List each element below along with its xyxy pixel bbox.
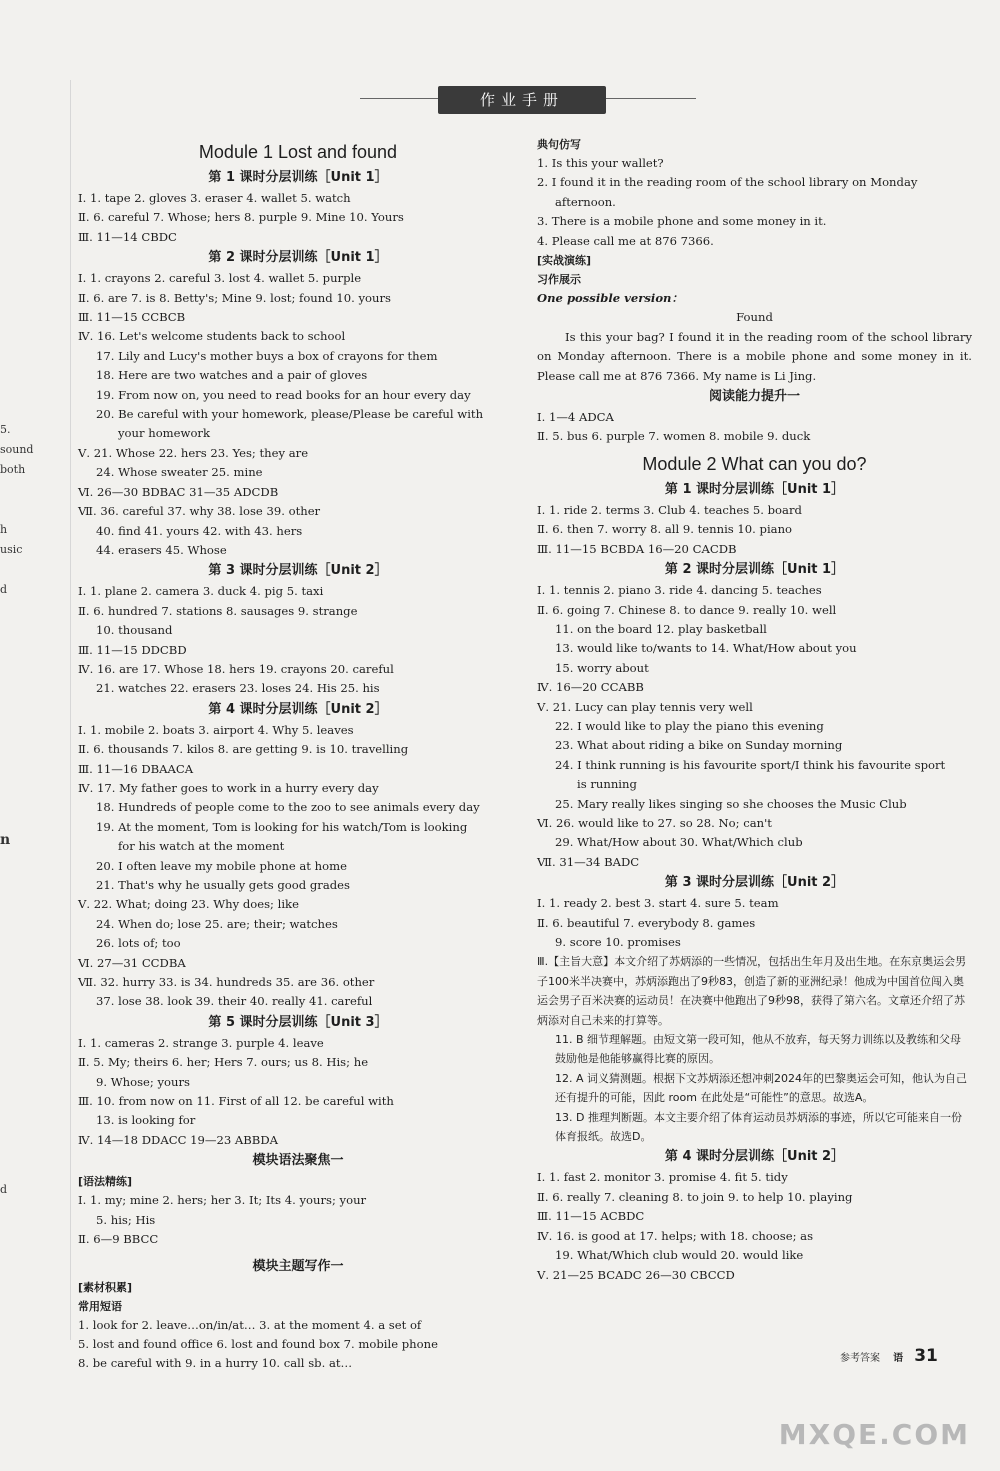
answer-line: Ⅱ. 6. going 7. Chinese 8. to dance 9. really 10. well bbox=[537, 602, 837, 617]
section-heading: 第 1 课时分层训练［Unit 1］ bbox=[208, 170, 388, 185]
answer-line: afternoon. bbox=[555, 194, 616, 209]
answer-line: Ⅱ. 6. really 7. cleaning 8. to join 9. to help 10. playing bbox=[537, 1189, 853, 1204]
answer-line: 4. Please call me at 876 7366. bbox=[537, 233, 714, 248]
answer-line: Ⅳ. 16. are 17. Whose 18. hers 19. crayons 20. careful bbox=[78, 661, 394, 676]
answer-line: Ⅲ. 11—14 CBDC bbox=[78, 229, 177, 244]
answer-line: 17. Lily and Lucy's mother buys a box of crayons for them bbox=[96, 348, 438, 363]
subsection-label: [实战演练] bbox=[537, 254, 592, 268]
edge-text: h bbox=[0, 523, 8, 536]
answer-line: Ⅶ. 31—34 BADC bbox=[537, 854, 640, 869]
section-heading: 第 1 课时分层训练［Unit 1］ bbox=[664, 481, 845, 497]
answer-line: Ⅳ. 14—18 DDACC 19—23 ABBDA bbox=[78, 1132, 278, 1147]
answer-line: 29. What/How about 30. What/Which club bbox=[555, 835, 803, 850]
section-heading: 第 3 课时分层训练［Unit 2］ bbox=[664, 875, 845, 891]
answer-line: Ⅴ. 21—25 BCADC 26—30 CBCCD bbox=[537, 1267, 735, 1282]
explanation-paragraph: Ⅲ.【主旨大意】本文介绍了苏炳添的一些情况，包括出生年月及出生地。在东京奥运会男子100米半决赛中，苏炳添跑出了9秒83，创造了新的亚洲纪录！他成为中国首位闯入奥运会男子百米决赛的运动员！在决赛中他跑出了9秒98，获得了第六名。文章还介绍了苏炳添对自己未来的打算等。 bbox=[537, 955, 967, 1027]
answer-line: for his watch at the moment bbox=[118, 839, 285, 854]
answer-line: 21. That's why he usually gets good grades bbox=[96, 878, 350, 892]
explanation-paragraph: 12. A 词义猜测题。根据下文苏炳添还想冲刺2024年的巴黎奥运会可知，他认为自己还有提升的可能，因此 room 在此处是“可能性”的意思。故选A。 bbox=[555, 1071, 968, 1105]
banner-rule-left bbox=[360, 98, 440, 99]
explanation-paragraph: 11. B 细节理解题。由短文第一段可知，他从不放弃，每天努力训练以及教练和父母鼓励他是他能够赢得比赛的原因。 bbox=[555, 1033, 962, 1066]
answer-line: 5. lost and found office 6. lost and found box 7. mobile phone bbox=[78, 1336, 438, 1351]
answer-line: Ⅴ. 22. What; doing 23. Why does; like bbox=[78, 897, 299, 912]
answer-line: 10. thousand bbox=[96, 623, 173, 638]
edge-text: 5. sound bbox=[0, 423, 34, 456]
answer-line: Ⅶ. 36. careful 37. why 38. lose 39. other bbox=[78, 504, 321, 519]
answer-line: 22. I would like to play the piano this evening bbox=[555, 718, 824, 733]
answer-line: 24. I think running is his favourite sport/I think his favourite sport bbox=[555, 757, 946, 772]
answer-line: Ⅰ. 1. crayons 2. careful 3. lost 4. wallet 5. purple bbox=[78, 271, 362, 286]
section-heading: 第 2 课时分层训练［Unit 1］ bbox=[664, 562, 845, 578]
answer-line: 9. Whose; yours bbox=[96, 1074, 191, 1089]
answer-line: 13. would like to/wants to 14. What/How about you bbox=[555, 641, 857, 656]
answer-line: Ⅰ. 1. plane 2. camera 3. duck 4. pig 5. taxi bbox=[78, 584, 324, 599]
answer-line: 3. There is a mobile phone and some money in it. bbox=[537, 214, 827, 229]
answer-line: 5. his; His bbox=[96, 1212, 156, 1227]
answer-line: 40. find 41. yours 42. with 43. hers bbox=[96, 523, 303, 538]
answer-line: Ⅲ. 11—15 CCBCB bbox=[78, 310, 186, 325]
section-heading: 第 3 课时分层训练［Unit 2］ bbox=[208, 563, 388, 579]
answer-line: 20. Be careful with your homework, please/Please be careful with bbox=[96, 407, 484, 422]
subsection-label: 典句仿写 bbox=[537, 138, 581, 151]
sample-version-label: One possible version： bbox=[537, 291, 684, 306]
module-title: Module 2 What can you do? bbox=[642, 453, 867, 474]
section-heading: 阅读能力提升一 bbox=[708, 389, 800, 405]
answer-line: Ⅰ. 1. fast 2. monitor 3. promise 4. fit 5. tidy bbox=[537, 1170, 788, 1185]
answer-line: 44. erasers 45. Whose bbox=[96, 542, 227, 557]
answer-line: 1. Is this your wallet? bbox=[537, 156, 664, 170]
answer-line: Ⅱ. 6. then 7. worry 8. all 9. tennis 10. piano bbox=[537, 522, 793, 537]
answer-line: Ⅲ. 11—15 ACBDC bbox=[537, 1209, 645, 1224]
answer-line: 19. What/Which club would 20. would like bbox=[555, 1248, 804, 1263]
answer-line: Ⅰ. 1. mobile 2. boats 3. airport 4. Why 5. leaves bbox=[78, 722, 354, 737]
answer-line: 19. At the moment, Tom is looking for his watch/Tom is looking bbox=[96, 819, 468, 834]
answer-line: 18. Hundreds of people come to the zoo to see animals every day bbox=[96, 800, 480, 815]
answer-line: Ⅱ. 6. thousands 7. kilos 8. are getting 9. is 10. travelling bbox=[78, 742, 409, 757]
answer-line: 25. Mary really likes singing so she chooses the Music Club bbox=[555, 796, 907, 811]
section-heading: 第 5 课时分层训练［Unit 3］ bbox=[208, 1014, 388, 1030]
answer-line: your homework bbox=[118, 426, 210, 441]
answer-line: Ⅶ. 32. hurry 33. is 34. hundreds 35. are 36. other bbox=[78, 975, 375, 990]
banner-rule-right bbox=[606, 98, 696, 99]
answer-line: Ⅰ. 1. my; mine 2. hers; her 3. It; Its 4. yours; your bbox=[78, 1193, 367, 1208]
section-heading: 模块语法聚焦一 bbox=[252, 1153, 344, 1169]
answer-line: Ⅰ. 1—4 ADCA bbox=[537, 410, 614, 425]
section-heading: 第 4 课时分层训练［Unit 2］ bbox=[664, 1149, 845, 1165]
answer-line: Ⅱ. 6—9 BBCC bbox=[78, 1232, 159, 1247]
answer-line: Ⅲ. 11—16 DBAACA bbox=[78, 761, 194, 776]
answer-line: Ⅴ. 21. Lucy can play tennis very well bbox=[537, 699, 753, 714]
page-number: 31 bbox=[914, 1346, 938, 1366]
answer-line: 11. on the board 12. play basketball bbox=[555, 621, 767, 636]
cut-edge-fragments bbox=[0, 420, 40, 1200]
subsection-label: 习作展示 bbox=[537, 273, 581, 287]
answer-line: Ⅰ. 1. ready 2. best 3. start 4. sure 5. team bbox=[537, 896, 779, 911]
answer-line: Ⅱ. 6. careful 7. Whose; hers 8. purple 9. Mine 10. Yours bbox=[78, 210, 404, 225]
answer-line: Ⅲ. 10. from now on 11. First of all 12. be careful with bbox=[78, 1094, 394, 1109]
answer-line: is running bbox=[577, 777, 637, 792]
answer-line: Ⅱ. 6. are 7. is 8. Betty's; Mine 9. lost; found 10. yours bbox=[78, 290, 391, 305]
answer-line: 24. Whose sweater 25. mine bbox=[96, 465, 263, 480]
answer-line: Ⅳ. 17. My father goes to work in a hurry every day bbox=[78, 780, 379, 795]
answer-line: 37. lose 38. look 39. their 40. really 41. careful bbox=[96, 994, 373, 1009]
page-footer bbox=[840, 1346, 938, 1366]
subsection-label: [素材积累] bbox=[78, 1280, 133, 1294]
edge-text: d bbox=[0, 583, 8, 596]
answer-line: Ⅳ. 16. Let's welcome students back to school bbox=[78, 329, 346, 344]
essay-title: Found bbox=[736, 310, 773, 325]
answer-line: 13. is looking for bbox=[96, 1113, 196, 1128]
answer-line: Ⅵ. 26. would like to 27. so 28. No; can't bbox=[537, 815, 772, 830]
answer-line: 23. What about riding a bike on Sunday morning bbox=[555, 738, 843, 753]
answer-line: Ⅰ. 1. tennis 2. piano 3. ride 4. dancing 5. teaches bbox=[537, 583, 822, 598]
answer-line: Ⅳ. 16—20 CCABB bbox=[537, 680, 644, 695]
section-heading: 第 2 课时分层训练［Unit 1］ bbox=[208, 250, 388, 266]
answer-line: Ⅰ. 1. cameras 2. strange 3. purple 4. leave bbox=[78, 1035, 324, 1050]
edge-text: d bbox=[0, 1183, 8, 1196]
answer-line: Ⅱ. 5. bus 6. purple 7. women 8. mobile 9. duck bbox=[537, 429, 811, 444]
right-column bbox=[537, 135, 972, 1285]
subsection-label: 常用短语 bbox=[78, 1299, 122, 1313]
section-heading: 模块主题写作一 bbox=[252, 1258, 344, 1274]
answer-line: Ⅱ. 5. My; theirs 6. her; Hers 7. ours; us 8. His; he bbox=[78, 1055, 369, 1070]
answer-line: Ⅱ. 6. beautiful 7. everybody 8. games bbox=[537, 915, 756, 930]
footer-subject: 语 bbox=[893, 1353, 904, 1364]
footer-reference: 参考答案 bbox=[840, 1353, 880, 1364]
watermark: MXQE.COM bbox=[778, 1418, 970, 1451]
answer-line: Ⅱ. 6. hundred 7. stations 8. sausages 9. strange bbox=[78, 603, 358, 618]
answer-line: Ⅲ. 11—15 DDCBD bbox=[78, 642, 187, 657]
answer-line: 8. be careful with 9. in a hurry 10. call sb. at… bbox=[78, 1356, 353, 1371]
answer-line: Ⅰ. 1. tape 2. gloves 3. eraser 4. wallet 5. watch bbox=[78, 191, 351, 205]
answer-line: 2. I found it in the reading room of the school library on Monday bbox=[537, 175, 918, 190]
answer-line: 15. worry about bbox=[555, 660, 649, 675]
essay-body: Is this your bag? I found it in the reading room of the school library on Monday afternoon. There is a mobile phone and some money in it. Please call me at 876 7366. My name is Li Jing. bbox=[537, 329, 972, 383]
binding-line bbox=[70, 80, 71, 1340]
answer-line: 24. When do; lose 25. are; their; watches bbox=[96, 916, 338, 931]
edge-text: both bbox=[0, 463, 26, 476]
explanation-paragraph: 13. D 推理判断题。本文主要介绍了体育运动员苏炳添的事迹，所以它可能来自一份体育报纸。故选D。 bbox=[555, 1110, 962, 1144]
edge-text: n bbox=[0, 832, 11, 848]
answer-line: 1. look for 2. leave…on/in/at… 3. at the moment 4. a set of bbox=[78, 1317, 422, 1332]
answer-line: Ⅳ. 16. is good at 17. helps; with 18. choose; as bbox=[537, 1228, 814, 1243]
answer-line: 26. lots of; too bbox=[96, 936, 181, 951]
edge-text: usic bbox=[0, 543, 23, 556]
answer-line: 9. score 10. promises bbox=[555, 935, 681, 949]
module-title: Module 1 Lost and found bbox=[198, 142, 398, 162]
answer-line: Ⅰ. 1. ride 2. terms 3. Club 4. teaches 5. board bbox=[537, 502, 802, 517]
answer-line: 18. Here are two watches and a pair of gloves bbox=[96, 368, 368, 383]
answer-line: 21. watches 22. erasers 23. loses 24. His 25. his bbox=[96, 681, 380, 696]
subsection-label: [语法精练] bbox=[78, 1175, 133, 1189]
section-heading: 第 4 课时分层训练［Unit 2］ bbox=[208, 701, 388, 717]
section-banner: 作业手册 bbox=[438, 86, 606, 114]
answer-line: Ⅲ. 11—15 BCBDA 16—20 CACDB bbox=[537, 541, 737, 556]
answer-line: Ⅵ. 27—31 CCDBA bbox=[78, 955, 186, 970]
answer-line: 20. I often leave my mobile phone at home bbox=[96, 858, 347, 873]
answer-line: Ⅵ. 26—30 BDBAC 31—35 ADCDB bbox=[78, 484, 279, 499]
left-column bbox=[78, 135, 518, 1374]
answer-line: Ⅴ. 21. Whose 22. hers 23. Yes; they are bbox=[78, 445, 309, 460]
answer-line: 19. From now on, you need to read books for an hour every day bbox=[96, 387, 471, 402]
